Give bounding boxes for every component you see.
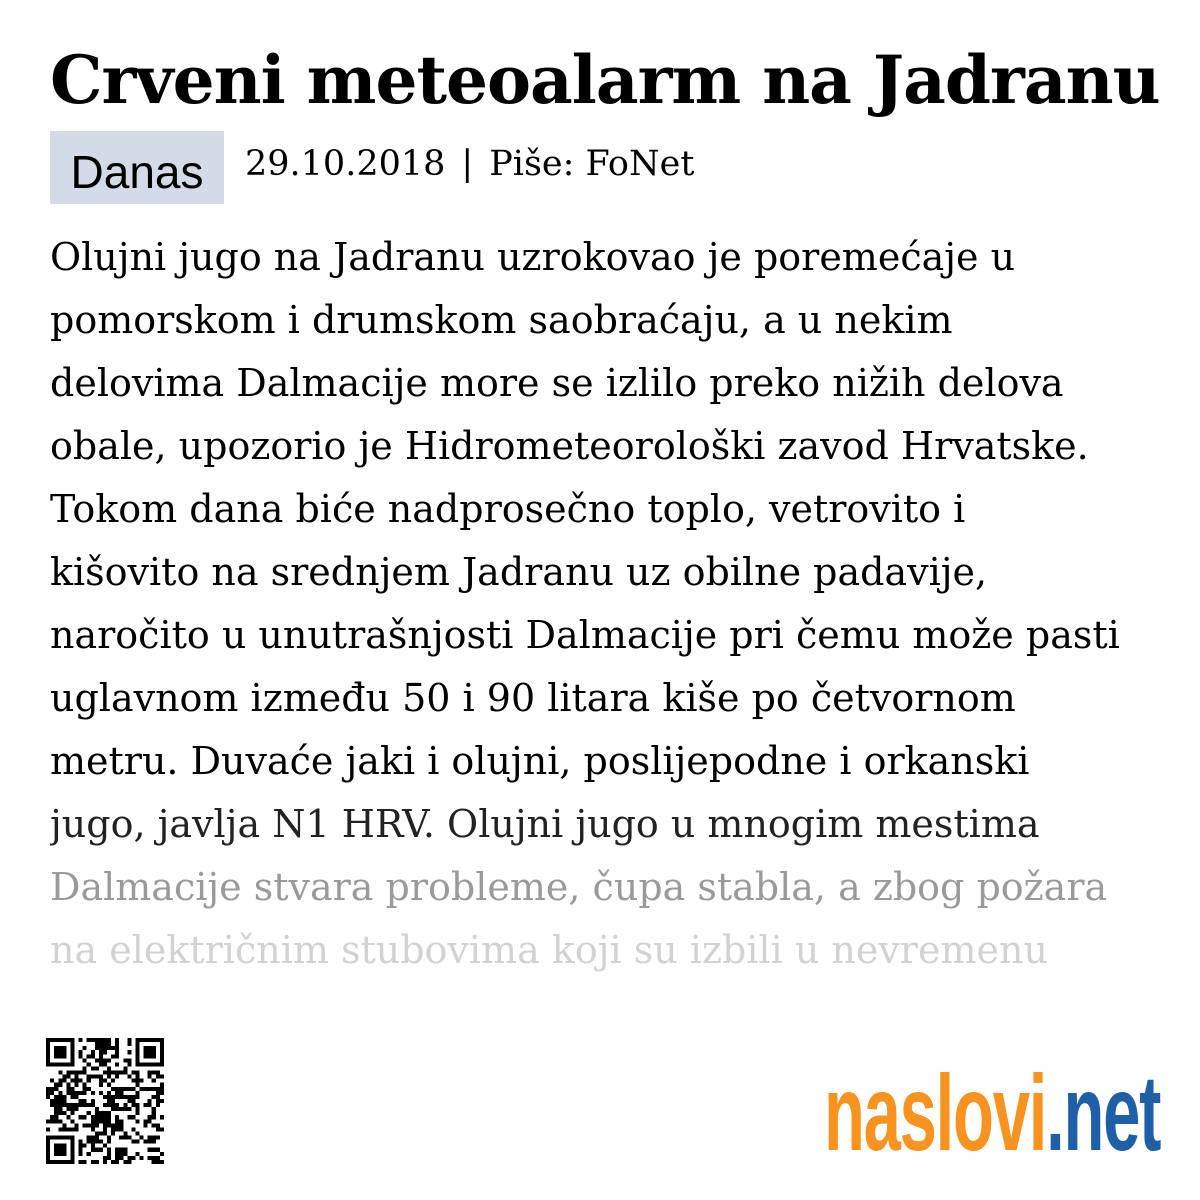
article-body bbox=[50, 226, 1180, 986]
body-line: jugo, javlja N1 HRV. Olujni jugo u mnogim mestima bbox=[50, 802, 1040, 846]
body-line: delovima Dalmacije more se izlilo preko nižih delova bbox=[50, 361, 1064, 405]
body-line: Olujni jugo na Jadranu uzrokovao je poremećaje u bbox=[50, 235, 1016, 279]
body-line: kišovito na srednjem Jadranu uz obilne padavije, bbox=[50, 550, 988, 594]
body-line: uglavnom između 50 i 90 litara kiše po četvornom bbox=[50, 676, 1016, 720]
article-author: Piše: FoNet bbox=[489, 144, 695, 184]
article-meta bbox=[50, 131, 1150, 204]
body-line: pomorskom i drumskom saobraćaju, a u nekim bbox=[50, 298, 953, 342]
body-line: obale, upozorio je Hidrometeorološki zavod Hrvatske. bbox=[50, 424, 1089, 468]
meta-line bbox=[245, 139, 694, 189]
logo-text-naslovi: naslovi bbox=[823, 1052, 1046, 1173]
source-badge[interactable]: Danas bbox=[50, 131, 224, 204]
body-line: metru. Duvaće jaki i olujni, poslijepodne i orkanski bbox=[50, 739, 1030, 783]
body-line: Tokom dana biće nadprosečno toplo, vetrovito i bbox=[50, 487, 966, 531]
body-line-faded: Dalmacije stvara probleme, čupa stabla, a zbog požara bbox=[50, 865, 1108, 909]
qr-code-icon[interactable] bbox=[46, 1038, 164, 1164]
article-title: Crveni meteoalarm na Jadranu bbox=[50, 41, 1160, 119]
article-date: 29.10.2018 bbox=[245, 144, 446, 184]
naslovi-logo[interactable] bbox=[823, 1052, 1160, 1173]
logo-text-net: .net bbox=[1045, 1052, 1160, 1173]
meta-separator: | bbox=[461, 144, 474, 184]
body-line: naročito u unutrašnjosti Dalmacije pri čemu može pasti bbox=[50, 613, 1120, 657]
body-line-faded: na električnim stubovima koji su izbili u nevremenu bbox=[50, 928, 1048, 972]
